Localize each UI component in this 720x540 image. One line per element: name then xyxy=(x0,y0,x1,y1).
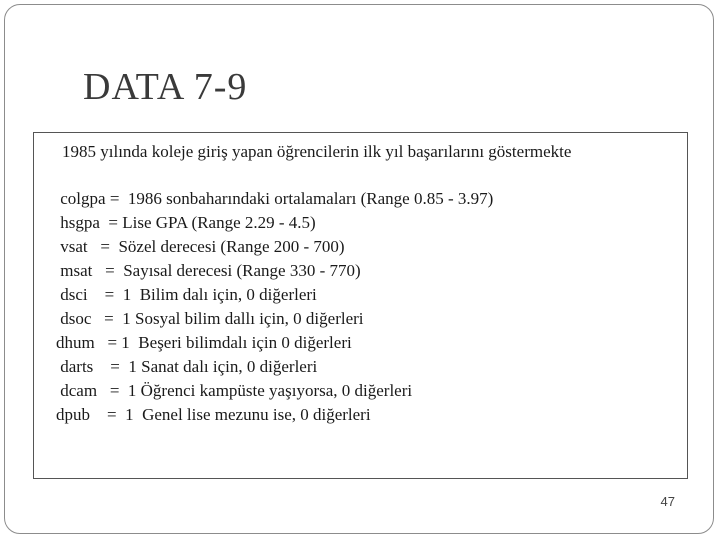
intro-text: 1985 yılında koleje giriş yapan öğrencilerin ilk yıl başarılarını göstermekte xyxy=(62,142,572,161)
variable-list xyxy=(56,187,493,427)
variable-row-vsat: vsat = Sözel derecesi (Range 200 - 700) xyxy=(56,237,345,256)
content-box xyxy=(33,132,688,479)
variable-row-dhum: dhum = 1 Beşeri bilimdalı için 0 diğerleri xyxy=(56,333,352,352)
slide-title: DATA 7-9 xyxy=(83,66,248,108)
variable-row-dcam: dcam = 1 Öğrenci kampüste yaşıyorsa, 0 diğerleri xyxy=(56,381,413,400)
variable-row-dsoc: dsoc = 1 Sosyal bilim dallı için, 0 diğerleri xyxy=(56,309,364,328)
variable-row-dsci: dsci = 1 Bilim dalı için, 0 diğerleri xyxy=(56,285,317,304)
variable-row-dpub: dpub = 1 Genel lise mezunu ise, 0 diğerleri xyxy=(56,405,371,424)
page-number: 47 xyxy=(660,494,675,509)
variable-row-colgpa: colgpa = 1986 sonbaharındaki ortalamaları (Range 0.85 - 3.97) xyxy=(56,189,494,208)
variable-row-msat: msat = Sayısal derecesi (Range 330 - 770) xyxy=(56,261,361,280)
variable-row-darts: darts = 1 Sanat dalı için, 0 diğerleri xyxy=(56,357,318,376)
variable-row-hsgpa: hsgpa = Lise GPA (Range 2.29 - 4.5) xyxy=(56,213,316,232)
slide-frame xyxy=(4,4,714,534)
